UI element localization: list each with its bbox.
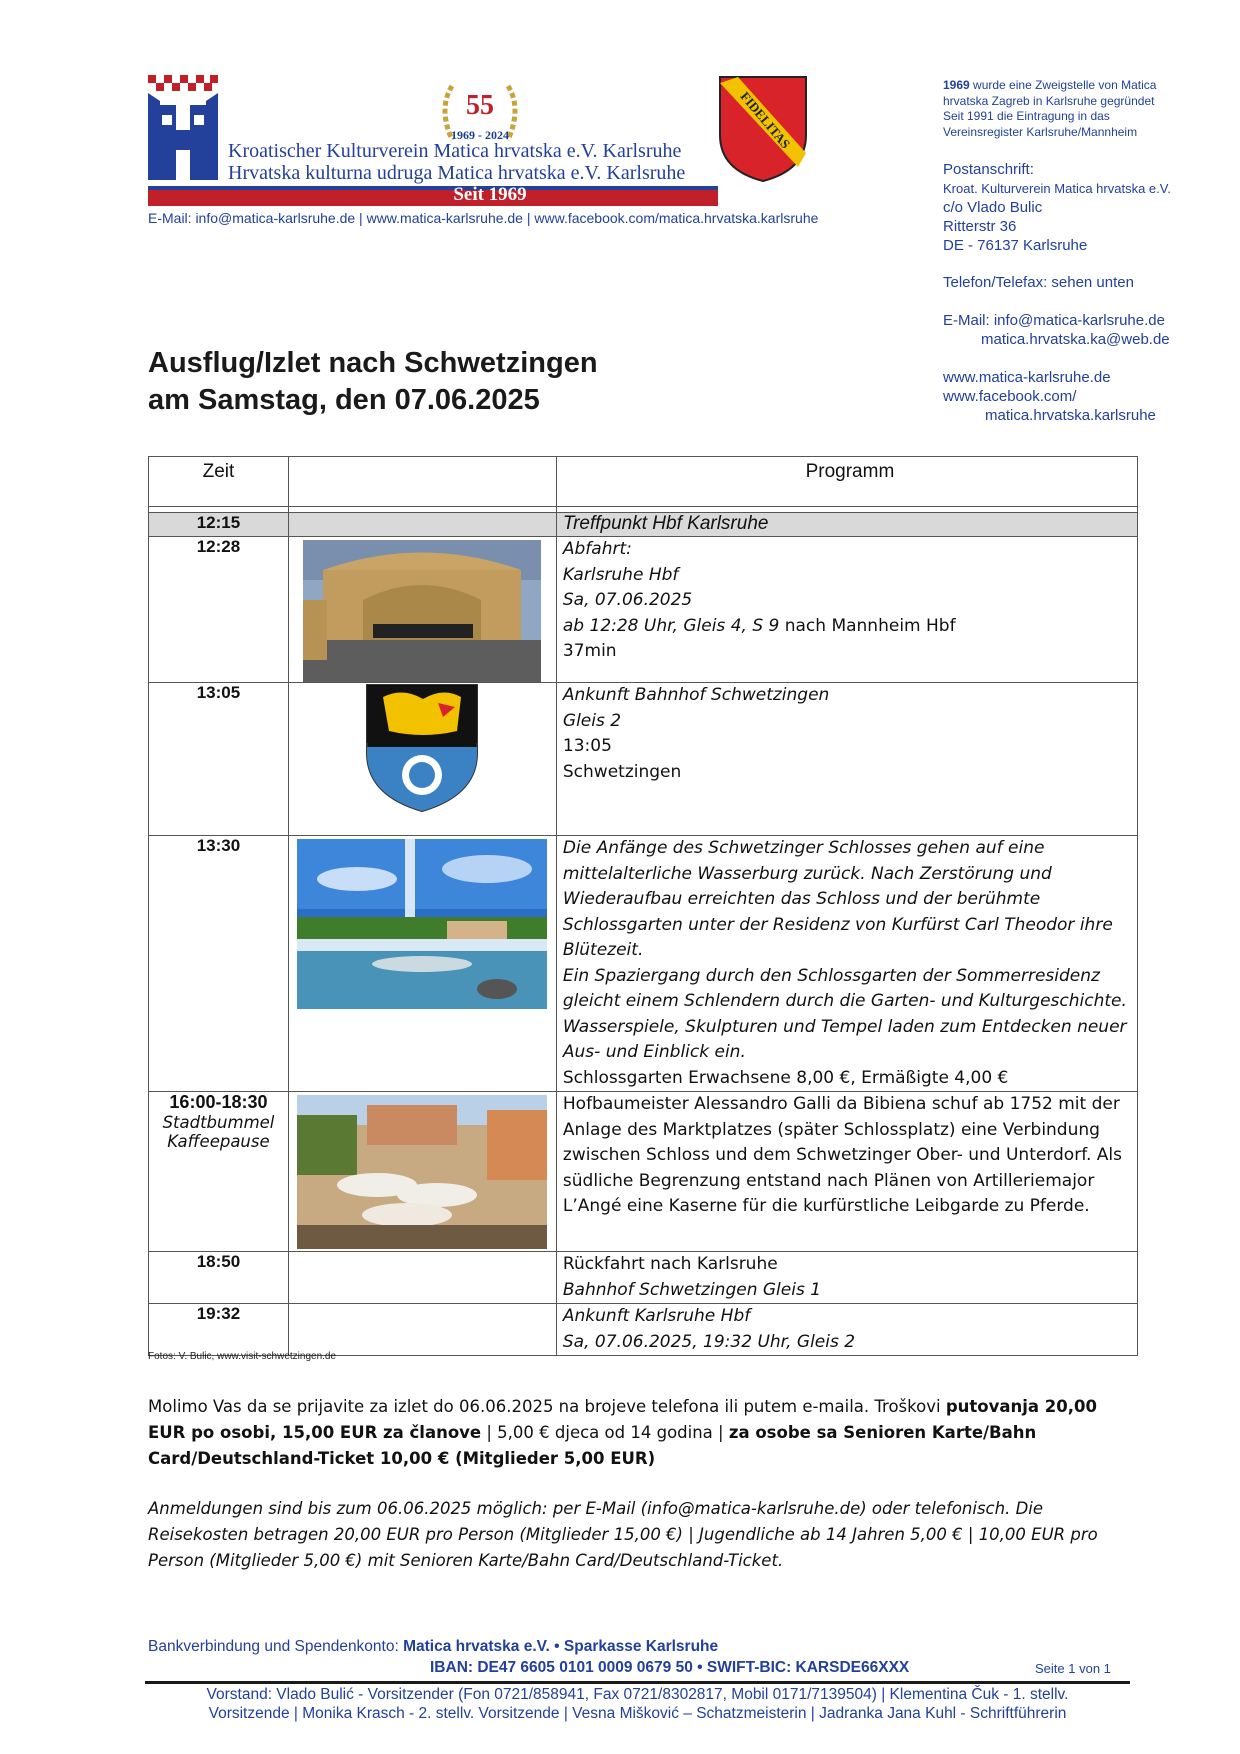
title-line1: Ausflug/Izlet nach Schwetzingen — [148, 347, 598, 379]
history-line4: Vereinsregister Karlsruhe/Mannheim — [943, 124, 1138, 139]
schwetzingen-coat-of-arms-icon — [363, 683, 481, 813]
phone-text: Telefon/Telefax: sehen unten — [943, 274, 1134, 291]
board-line2: Vorsitzende | Monika Krasch - 2. stellv. Vorsitzende | Vesna Mišković – Schatzmeisterin | Jadranka Jana Kuhl - Schriftführerin — [208, 1705, 1067, 1722]
row-text: Die Anfänge des Schwetzinger Schlosses gehen auf eine mittelalterliche Wasserburg zurück. Nach Zerstörung und Wiederaufbau erreichten das Schloss und der berühmte Schlossgarten unter der Residenz von Kurfürst Carl Theodor ihre Blütezeit. Ein Spaziergang durch den Schlossgarten der Sommerresidenz gleicht einem Schlendern durch die Garten- und Kulturgeschichte. Wasserspiele, Skulpturen und Tempel laden zum Entdecken neuer Aus- und Einblick ein. Schlossgarten Erwachsene 8,00 €, Ermäßigte 4,00 € — [556, 836, 1137, 1092]
shield-motto: FIDELITAS — [737, 88, 794, 152]
row-text: Ankunft Bahnhof Schwetzingen Gleis 2 13:05 Schwetzingen — [556, 683, 1137, 836]
row-text: Treffpunkt Hbf Karlsruhe — [556, 513, 1137, 537]
bank-info: Bankverbindung und Spendenkonto: Matica hrvatska e.V. • Sparkasse Karlsruhe — [148, 1638, 719, 1655]
email-block — [943, 311, 1233, 349]
matica-h-logo — [148, 75, 218, 180]
header-program: Programm — [556, 457, 1137, 507]
row-time: 18:50 — [149, 1252, 289, 1304]
row-time: 12:28 — [149, 537, 289, 683]
header-time: Zeit — [149, 457, 289, 507]
postal-label: Postanschrift: — [943, 161, 1034, 178]
header-contact-line: E-Mail: info@matica-karlsruhe.de | www.matica-karlsruhe.de | www.facebook.com/matica.hrvatska.karlsruhe — [148, 210, 819, 226]
table-row — [149, 1252, 1138, 1304]
anniversary-years: 1969 - 2024 — [451, 128, 509, 142]
postal-street: Ritterstr 36 — [943, 218, 1017, 235]
karlsruhe-shield-icon — [718, 75, 808, 183]
board-line1: Vorstand: Vlado Bulić - Vorsitzender (Fon 0721/858941, Fax 0721/8302817, Mobil 0171/7139504) | Klementina Čuk - 1. stellv. — [206, 1686, 1069, 1703]
row-text: Abfahrt: Karlsruhe Hbf Sa, 07.06.2025 ab 12:28 Uhr, Gleis 4, S 9 nach Mannheim Hbf 37min — [556, 537, 1137, 683]
table-row — [149, 836, 1138, 1092]
row-text: Hofbaumeister Alessandro Galli da Bibiena schuf ab 1752 mit der Anlage des Marktplatzes (später Schlossplatz) eine Verbindung zwischen Schloss und dem Schwetzinger Ober- und Unterdorf. Als südliche Begrenzung entstand nach Plänen von Artilleriemajor L’Angé eine Kaserne für die kurfürstliche Leibgarde zu Pferde. — [556, 1092, 1137, 1252]
row-time: 12:15 — [149, 513, 289, 537]
anniversary-number: 55 — [466, 90, 494, 121]
row-time: 19:32 — [149, 1304, 289, 1356]
since-label: Seit 1969 — [453, 184, 527, 205]
row-time: 13:05 — [149, 683, 289, 836]
table-row — [149, 513, 1138, 537]
row-time: 16:00-18:30 — [169, 1092, 268, 1112]
website-link: www.matica-karlsruhe.de — [943, 369, 1111, 386]
schlossplatz-photo — [297, 1095, 547, 1249]
web-block — [943, 368, 1233, 425]
postal-block — [943, 160, 1233, 255]
schloss-fountain-photo — [297, 839, 547, 1009]
row-sub1: Stadtbummel — [162, 1113, 275, 1132]
program-table — [148, 456, 1138, 1356]
german-paragraph: Anmeldungen sind bis zum 06.06.2025 möglich: per E-Mail (info@matica-karlsruhe.de) oder telefonisch. Die Reisekosten betragen 20,00 EUR pro Person (Mitglieder 15,00 €) | Jugendliche ab 14 Jahren 5,00 € | 10,00 EUR pro Person (Mitglieder 5,00 €) mit Senioren Karte/Bahn Card/Deutschland-Ticket. — [148, 1499, 1098, 1570]
history-line3: Seit 1991 die Eintragung in das — [943, 109, 1110, 123]
history-line1: wurde eine Zweigstelle von Matica — [969, 78, 1157, 92]
postal-co: c/o Vlado Bulic — [943, 199, 1043, 216]
table-row — [149, 1092, 1138, 1252]
facebook-link: www.facebook.com/ — [943, 388, 1077, 405]
org-name-hr: Hrvatska kulturna udruga Matica hrvatska e.V. Karlsruhe — [228, 162, 686, 184]
croatian-paragraph: Molimo Vas da se prijavite za izlet do 06.06.2025 na brojeve telefona ili putem e-maila. Troškovi putovanja 20,00 EUR po osobi, 15,00 EUR za članove | 5,00 € djeca od 14 godina | za osobe sa Senioren Karte/Bahn Card/Deutschland-Ticket 10,00 € (Mitglieder 5,00 EUR) — [148, 1397, 1097, 1468]
row-text: Ankunft Karlsruhe Hbf Sa, 07.06.2025, 19:32 Uhr, Gleis 2 — [556, 1304, 1137, 1356]
email-secondary: matica.hrvatska.ka@web.de — [981, 331, 1170, 348]
photo-credit: Fotos: V. Bulic, www.visit-schwetzingen.de — [148, 1351, 337, 1362]
row-text: Rückfahrt nach Karlsruhe Bahnhof Schwetzingen Gleis 1 — [556, 1252, 1137, 1304]
page-number: Seite 1 von 1 — [1035, 1661, 1111, 1676]
facebook-path: matica.hrvatska.karlsruhe — [985, 407, 1156, 424]
postal-city: DE - 76137 Karlsruhe — [943, 237, 1088, 254]
karlsruhe-station-photo — [303, 540, 541, 682]
footer-divider — [145, 1681, 1130, 1684]
history-block — [943, 78, 1223, 140]
history-year: 1969 — [943, 78, 970, 92]
board-info — [145, 1685, 1130, 1723]
history-line2: hrvatska Zagreb in Karlsruhe gegründet — [943, 93, 1155, 108]
row-sub2: Kaffeepause — [167, 1132, 270, 1151]
title-line2: am Samstag, den 07.06.2025 — [148, 384, 540, 416]
table-header-row — [149, 457, 1138, 507]
email-primary: E-Mail: info@matica-karlsruhe.de — [943, 312, 1165, 329]
iban-line: IBAN: DE47 6605 0101 0009 0679 50 • SWIFT-BIC: KARSDE66XXX — [430, 1659, 910, 1676]
row-time: 13:30 — [149, 836, 289, 1092]
org-name-de: Kroatischer Kulturverein Matica hrvatska e.V. Karlsruhe — [228, 140, 682, 162]
table-row — [149, 683, 1138, 836]
table-row — [149, 537, 1138, 683]
page-title — [148, 345, 598, 419]
table-row — [149, 1304, 1138, 1356]
postal-org: Kroat. Kulturverein Matica hrvatska e.V. — [943, 181, 1171, 196]
